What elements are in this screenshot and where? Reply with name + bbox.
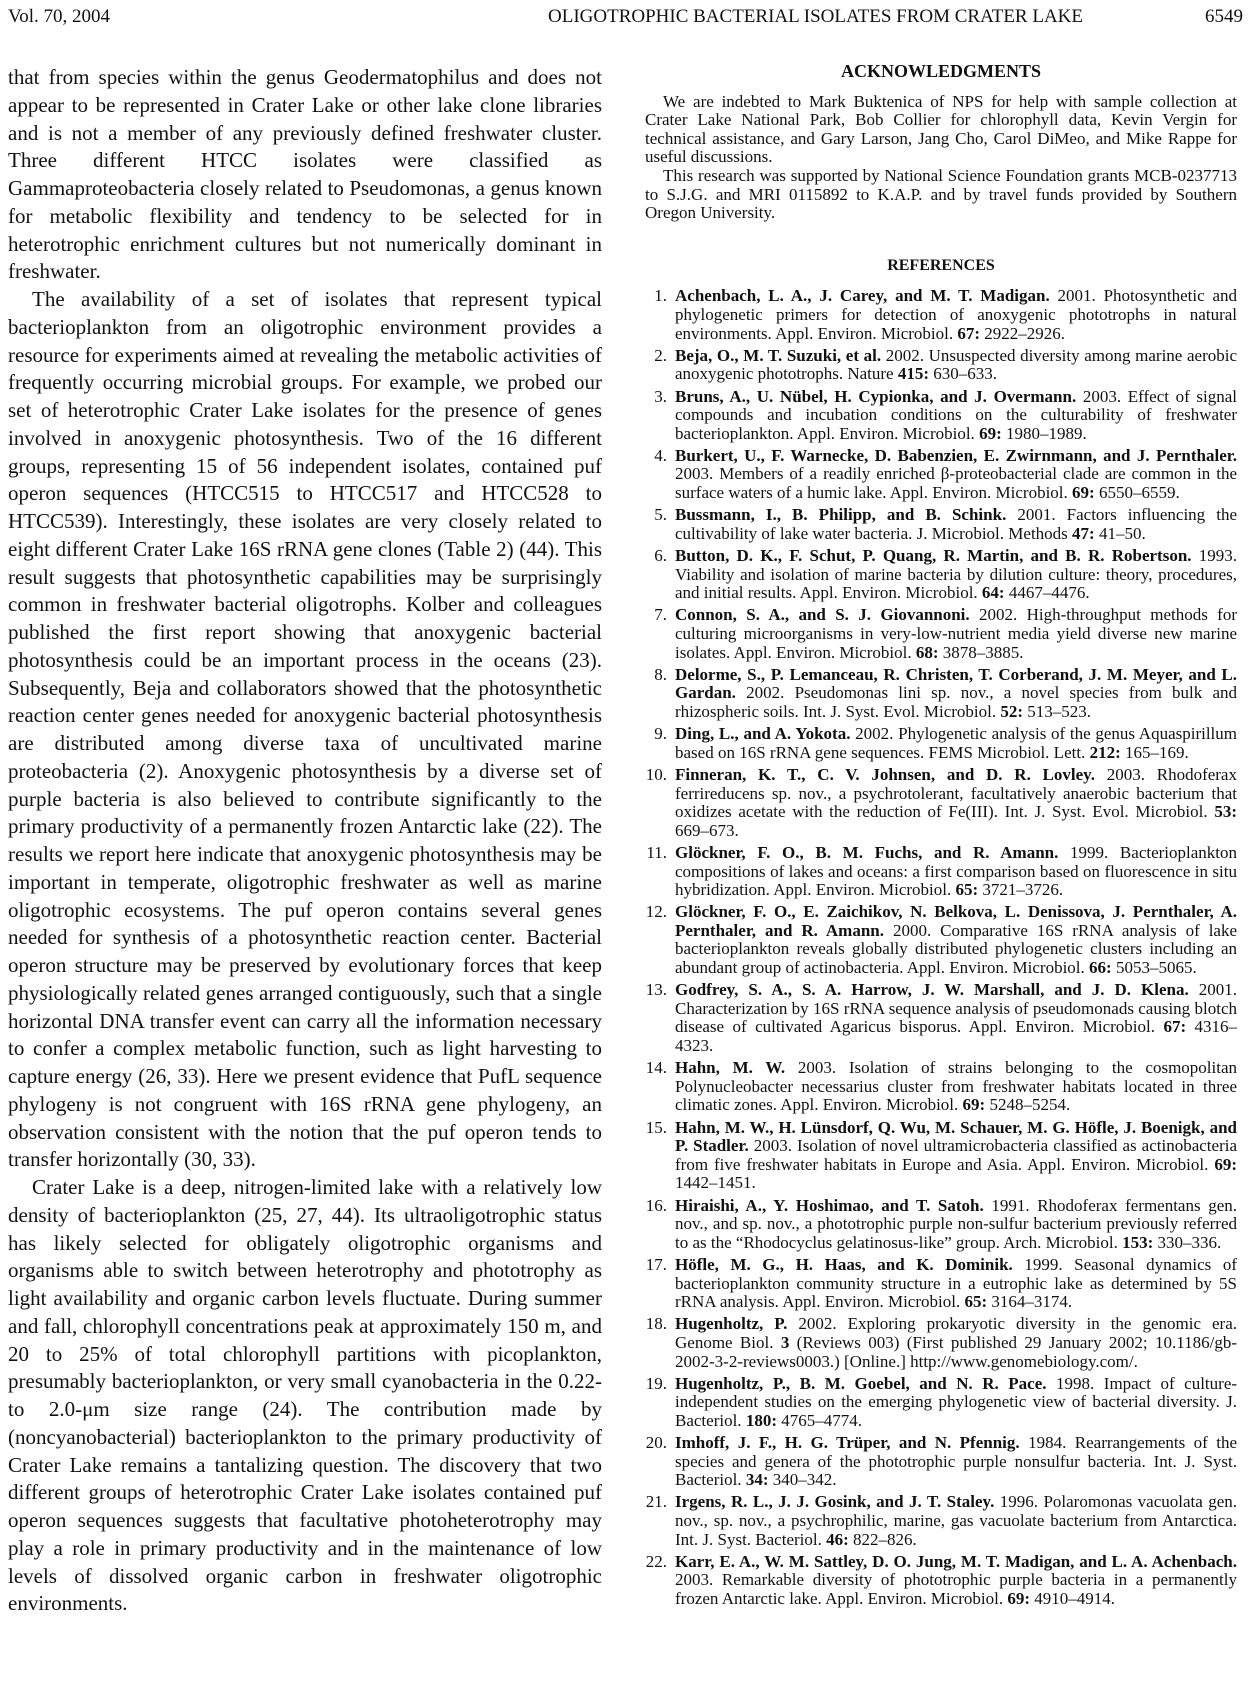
- reference-number: 5.: [654, 505, 667, 525]
- reference-volume: 64:: [981, 583, 1005, 603]
- reference-volume: 68:: [915, 642, 939, 662]
- reference-volume: 180:: [745, 1410, 777, 1430]
- reference-volume: 67:: [1163, 1017, 1187, 1037]
- reference-pages: 822–826.: [853, 1529, 917, 1549]
- reference-authors: Button, D. K., F. Schut, P. Quang, R. Martin, and B. R. Robertson.: [675, 546, 1192, 566]
- reference-number: 15.: [645, 1117, 667, 1137]
- reference-number: 18.: [645, 1314, 667, 1334]
- reference-pages: 3164–3174.: [991, 1292, 1073, 1312]
- reference-item: [645, 1256, 1237, 1312]
- reference-details: 1999. Seasonal dynamics of bacterioplankton community structure in a eutrophic lake as determined by 5S rRNA analysis. Appl. Environ. Microbiol.: [675, 1254, 1237, 1312]
- reference-pages: 3878–3885.: [942, 642, 1024, 662]
- reference-details: 2002. Phylogenetic analysis of the genus Aquaspirillum based on 16S rRNA gene sequences. FEMS Microbiol. Lett.: [675, 724, 1238, 762]
- reference-authors: Imhoff, J. F., H. G. Trüper, and N. Pfennig.: [675, 1433, 1020, 1453]
- reference-item: [645, 1553, 1237, 1609]
- reference-authors: Ding, L., and A. Yokota.: [675, 724, 851, 744]
- reference-authors: Hiraishi, A., Y. Hoshimao, and T. Satoh.: [675, 1195, 984, 1215]
- reference-pages: 5053–5065.: [1115, 958, 1197, 978]
- references-list: [645, 287, 1237, 1608]
- running-title: OLIGOTROPHIC BACTERIAL ISOLATES FROM CRATER LAKE: [548, 6, 1084, 27]
- reference-pages: 340–342.: [772, 1470, 837, 1490]
- reference-details: 2003. Effect of signal compounds and incubation conditions on the culturability of freshwater bacterioplankton. Appl. Environ. Microbiol.: [675, 386, 1238, 443]
- reference-item: [645, 1315, 1237, 1371]
- reference-item: [645, 287, 1237, 343]
- reference-item: [645, 1119, 1237, 1193]
- reference-volume: 67:: [957, 323, 981, 343]
- reference-item: [645, 506, 1237, 543]
- reference-details: 2003. Remarkable diversity of phototrophic purple bacteria in a permanently frozen Antarctic lake. Appl. Environ. Microbiol.: [675, 1570, 1237, 1608]
- reference-pages: 4910–4914.: [1034, 1589, 1116, 1608]
- reference-authors: Achenbach, L. A., J. Carey, and M. T. Madigan.: [675, 286, 1050, 306]
- reference-volume: 69:: [979, 423, 1002, 443]
- reference-item: [645, 844, 1237, 900]
- acknowledgments-paragraph: This research was supported by National Science Foundation grants MCB-0237713 to S.J.G. and MRI 0115892 to K.A.P. and by travel funds provided by Southern Oregon University.: [645, 165, 1237, 223]
- reference-item: [645, 347, 1237, 384]
- reference-authors: Godfrey, S. A., S. A. Harrow, J. W. Marshall, and J. D. Klena.: [675, 980, 1189, 1000]
- reference-number: 7.: [654, 605, 667, 625]
- reference-item: [645, 903, 1237, 977]
- reference-volume: 3: [780, 1332, 790, 1352]
- reference-details: 2003. Rhodoferax ferrireducens sp. nov., a psychrotolerant, facultatively anaerobic bacterium that oxidizes acetate with the reduction of Fe(III). Int. J. Syst. Evol. Microbiol.: [675, 764, 1237, 822]
- reference-details: 2003. Isolation of novel ultramicrobacteria classified as actinobacteria from five freshwater habitats in Europe and Asia. Appl. Environ. Microbiol.: [675, 1136, 1238, 1174]
- reference-authors: Bruns, A., U. Nübel, H. Cypionka, and J. Overmann.: [675, 386, 1077, 406]
- reference-authors: Bussmann, I., B. Philipp, and B. Schink.: [675, 505, 1007, 525]
- reference-number: 13.: [645, 980, 667, 1000]
- reference-authors: Höfle, M. G., H. Haas, and K. Dominik.: [675, 1254, 1013, 1274]
- reference-item: [645, 1197, 1237, 1253]
- reference-details: 2001. Photosynthetic and phylogenetic primers for detection of anoxygenic phototrophs in natural environments. Appl. Environ. Microbiol.: [675, 286, 1238, 343]
- reference-volume: 47:: [1072, 523, 1095, 543]
- reference-volume: 69:: [1072, 483, 1095, 503]
- reference-item: [645, 388, 1237, 444]
- acknowledgments-paragraph: We are indebted to Mark Buktenica of NPS for help with sample collection at Crater Lake National Park, Bob Collier for chlorophyll data, Kevin Vergin for technical assistance, and Gary Larson, Jang Cho, Carol DiMeo, and Mike Rappe for useful discussions.: [645, 91, 1237, 167]
- reference-details: 1999. Bacterioplankton compositions of lakes and oceans: a first comparison based on fluorescence in situ hybridization. Appl. Environ. Microbiol.: [675, 842, 1238, 900]
- reference-pages: 2922–2926.: [984, 323, 1066, 343]
- reference-volume: 65:: [964, 1292, 988, 1312]
- reference-volume: 69:: [1214, 1154, 1238, 1174]
- reference-authors: Karr, E. A., W. M. Sattley, D. O. Jung, M. T. Madigan, and L. A. Achenbach.: [675, 1551, 1237, 1571]
- reference-volume: 66:: [1089, 958, 1112, 978]
- reference-details: 2001. Factors influencing the cultivability of lake water bacteria. J. Microbiol. Methods: [675, 505, 1237, 543]
- reference-authors: Hahn, M. W., H. Lünsdorf, Q. Wu, M. Schauer, M. G. Höfle, J. Boenigk, and P. Stadler.: [675, 1117, 1237, 1156]
- reference-item: [645, 447, 1237, 503]
- reference-pages: 3721–3726.: [982, 880, 1064, 900]
- reference-number: 6.: [654, 546, 667, 566]
- journal-volume: Vol. 70, 2004: [8, 6, 111, 27]
- reference-item: [645, 1059, 1237, 1115]
- reference-pages: 5248–5254.: [989, 1095, 1071, 1115]
- reference-item: [645, 547, 1237, 603]
- reference-volume: 46:: [826, 1529, 849, 1549]
- reference-authors: Hugenholtz, P.: [675, 1314, 788, 1334]
- references-heading: REFERENCES: [887, 256, 995, 274]
- reference-pages: 6550–6559.: [1098, 483, 1180, 503]
- reference-volume: 212:: [1089, 742, 1121, 762]
- reference-volume: 34:: [745, 1470, 769, 1490]
- body-column: [8, 64, 602, 1618]
- reference-details: 1993. Viability and isolation of marine bacteria by dilution culture: theory, procedures, and initial results. Appl. Environ. Microbiol.: [675, 546, 1237, 603]
- reference-item: [645, 766, 1237, 840]
- reference-number: 22.: [645, 1551, 667, 1571]
- reference-number: 10.: [645, 764, 667, 784]
- reference-pages: (Reviews 003) (First published 29 January 2002; 10.1186/gb-2002-3-2-reviews0003.) [Online.] http://www.genomebiology.com/.: [675, 1332, 1237, 1371]
- reference-number: 3.: [654, 386, 667, 406]
- reference-item: [645, 606, 1237, 662]
- reference-number: 8.: [654, 664, 667, 684]
- reference-details: 2003. Members of a readily enriched β-proteobacterial clade are common in the surface waters of a humic lake. Appl. Environ. Microbiol.: [675, 464, 1237, 503]
- body-paragraph: that from species within the genus Geodermatophilus and does not appear to be represented in Crater Lake or other lake clone libraries and is not a member of any previously defined freshwater cluster. Three different HTCC isolates were classified as Gammaproteobacteria closely related to Pseudomonas, a genus known for metabolic flexibility and tendency to be selected for in heterotrophic enrichment cultures but not numerically dominant in freshwater.: [8, 65, 602, 284]
- reference-volume: 415:: [897, 364, 930, 384]
- reference-volume: 65:: [955, 880, 979, 900]
- reference-pages: 41–50.: [1098, 523, 1146, 543]
- reference-authors: Finneran, K. T., C. V. Johnsen, and D. R. Lovley.: [675, 764, 1095, 784]
- page-number: 6549: [1205, 6, 1243, 27]
- reference-details: 1991. Rhodoferax fermentans gen. nov., and sp. nov., a phototrophic purple non-sulfur bacterium previously referred to as the “Rhodocyclus gelatinosus-like” group. Arch. Microbiol.: [675, 1195, 1237, 1252]
- reference-details: 2001. Characterization by 16S rRNA sequence analysis of pseudomonads causing blotch disease of cultivated Agaricus bisporus. Appl. Environ. Microbiol.: [675, 980, 1237, 1037]
- body-paragraph: The availability of a set of isolates that represent typical bacterioplankton from an oligotrophic environment provides a resource for experiments aimed at revealing the metabolic activities of frequently occurring microbial groups. For example, we probed our set of heterotrophic Crater Lake isolates for the presence of genes involved in anoxygenic photosynthesis. Two of the 16 different groups, representing 15 of 56 independent isolates, contained puf operon sequences (HTCC515 to HTCC517 and HTCC528 to HTCC539). Interestingly, these isolates are very closely related to eight different Crater Lake 16S rRNA gene clones (Table 2) (44). This result suggests that photosynthetic capabilities may be surprisingly common in freshwater bacterial oligotrophs. Kolber and colleagues published the first report showing that anoxygenic bacterial photosynthesis could be an important process in the oceans (23). Subsequently, Beja and collaborators showed that the photosynthetic reaction center genes needed for anoxygenic bacterial photosynthesis are distributed among diverse taxa of uncultivated marine proteobacteria (2). Anoxygenic photosynthesis by a diverse set of purple bacteria is also believed to contribute significantly to the primary productivity of a permanently frozen Antarctic lake (22). The results we report here indicate that anoxygenic photosynthesis may be important in temperate, oligotrophic freshwater as well as marine oligotrophic ecosystems. The puf operon contains several genes needed for synthesis of a photosynthetic reaction center. Bacterial operon structure may be preserved by evolutionary forces that keep physiologically related genes arranged contiguously, such that a single horizontal DNA transfer event can carry all the information necessary to confer a complex metabolic function, such as light harvesting to capture energy (26, 33). Here we present evidence that PufL sequence phylogeny is not congruent with 16S rRNA gene phylogeny, an observation consistent with the notion that the puf operon tends to transfer horizontally (30, 33).: [8, 287, 602, 1172]
- reference-authors: Burkert, U., F. Warnecke, D. Babenzien, E. Zwirnmann, and J. Pernthaler.: [675, 445, 1237, 465]
- reference-number: 2.: [654, 345, 667, 365]
- reference-item: [645, 1493, 1237, 1549]
- reference-number: 9.: [654, 724, 667, 744]
- reference-item: [645, 1434, 1237, 1490]
- reference-authors: Hahn, M. W.: [675, 1058, 786, 1078]
- body-paragraph: Crater Lake is a deep, nitrogen-limited lake with a relatively low density of bacterioplankton (25, 27, 44). Its ultraoligotrophic status has likely selected for obligately oligotrophic organisms and organisms able to switch between heterotrophy and phototrophy as light availability and organic carbon levels fluctuate. During summer and fall, chlorophyll concentrations peak at approximately 150 m, and 20 to 25% of total chlorophyll partitions with picoplankton, presumably bacterioplankton, or very small cyanobacteria in the 0.22- to 2.0-μm size range (24). The contribution made by (noncyanobacterial) bacterioplankton to the primary productivity of Crater Lake remains a tantalizing question. The discovery that two different groups of heterotrophic Crater Lake isolates contained puf operon sequences suggests that facultative photoheterotrophy may play a role in primary productivity and in the maintenance of low levels of dissolved organic carbon in freshwater oligotrophic environments.: [8, 1175, 602, 1616]
- reference-item: [645, 981, 1237, 1055]
- reference-pages: 4765–4774.: [781, 1410, 862, 1430]
- reference-pages: 630–633.: [933, 364, 998, 384]
- reference-authors: Beja, O., M. T. Suzuki, et al.: [675, 345, 882, 365]
- reference-volume: 69:: [962, 1095, 986, 1115]
- reference-item: [645, 725, 1237, 762]
- reference-pages: 4467–4476.: [1008, 583, 1090, 603]
- reference-details: 1996. Polaromonas vacuolata gen. nov., sp. nov., a psychrophilic, marine, gas vacuolate bacterium from Antarctica. Int. J. Syst. Bacteriol.: [675, 1492, 1238, 1549]
- reference-number: 17.: [645, 1254, 667, 1274]
- reference-number: 1.: [654, 286, 667, 306]
- reference-details: 2002. Pseudomonas lini sp. nov., a novel species from bulk and rhizospheric soils. Int. J. Syst. Evol. Microbiol.: [675, 683, 1238, 721]
- reference-details: 1998. Impact of culture-independent studies on the emerging phylogenetic view of bacterial diversity. J. Bacteriol.: [675, 1373, 1238, 1430]
- reference-authors: Delorme, S., P. Lemanceau, R. Christen, T. Corberand, J. M. Meyer, and L. Gardan.: [675, 664, 1237, 703]
- acknowledgments-text: [645, 93, 1237, 223]
- reference-number: 21.: [645, 1492, 667, 1512]
- reference-details: 2002. Unsuspected diversity among marine aerobic anoxygenic phototrophs. Nature: [675, 345, 1238, 384]
- reference-pages: 513–523.: [1027, 701, 1092, 721]
- reference-item: [645, 1375, 1237, 1431]
- reference-number: 14.: [645, 1058, 667, 1078]
- acknowledgments-heading: ACKNOWLEDGMENTS: [840, 61, 1042, 81]
- reference-pages: 4316–4323.: [675, 1017, 1238, 1056]
- reference-details: 2000. Comparative 16S rRNA analysis of lake bacterioplankton reveals globally distributed phylogenetic clusters including an abundant group of actinobacteria. Appl. Environ. Microbiol.: [675, 920, 1238, 978]
- reference-authors: Glöckner, F. O., E. Zaichikov, N. Belkova, L. Denissova, J. Pernthaler, A. Pernthaler, and R. Amann.: [675, 902, 1237, 940]
- reference-volume: 52:: [1000, 701, 1024, 721]
- reference-number: 4.: [654, 445, 667, 465]
- reference-number: 11.: [646, 842, 667, 862]
- reference-pages: 330–336.: [1157, 1232, 1222, 1252]
- reference-details: 2002. High-throughput methods for culturing microorganisms in very-low-nutrient media yield diverse new marine isolates. Appl. Environ. Microbiol.: [675, 605, 1237, 662]
- reference-authors: Irgens, R. L., J. J. Gosink, and J. T. Staley.: [675, 1492, 995, 1512]
- reference-pages: 669–673.: [675, 820, 739, 840]
- reference-number: 20.: [645, 1433, 667, 1453]
- reference-pages: 1980–1989.: [1005, 423, 1087, 443]
- running-header: [8, 5, 1247, 29]
- reference-details: 2002. Exploring prokaryotic diversity in the genomic era. Genome Biol.: [675, 1314, 1238, 1352]
- reference-authors: Connon, S. A., and S. J. Giovannoni.: [675, 605, 970, 625]
- reference-details: 2003. Isolation of strains belonging to the cosmopolitan Polynucleobacter necessarius cluster from freshwater habitats located in three climatic zones. Appl. Environ. Microbiol.: [675, 1058, 1238, 1115]
- reference-volume: 69:: [1007, 1589, 1031, 1608]
- reference-number: 12.: [645, 902, 667, 922]
- reference-authors: Hugenholtz, P., B. M. Goebel, and N. R. Pace.: [675, 1373, 1047, 1393]
- reference-number: 16.: [645, 1195, 667, 1215]
- reference-volume: 53:: [1214, 802, 1237, 822]
- reference-pages: 1442–1451.: [675, 1173, 756, 1193]
- right-column: [645, 62, 1237, 1612]
- reference-number: 19.: [645, 1373, 667, 1393]
- reference-volume: 153:: [1122, 1232, 1154, 1252]
- reference-item: [645, 666, 1237, 722]
- reference-authors: Glöckner, F. O., B. M. Fuchs, and R. Amann.: [675, 842, 1059, 862]
- reference-pages: 165–169.: [1124, 742, 1189, 762]
- reference-details: 1984. Rearrangements of the species and genera of the phototrophic purple nonsulfur bacteria. Int. J. Syst. Bacteriol.: [675, 1433, 1238, 1490]
